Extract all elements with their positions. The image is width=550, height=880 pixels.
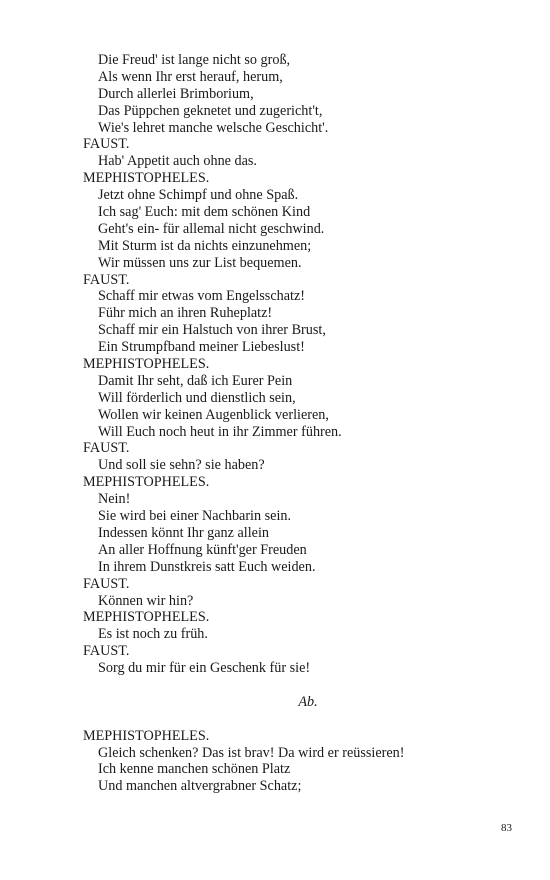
verse-line: Will Euch noch heut in ihr Zimmer führen.: [98, 423, 342, 440]
blank-line: [83, 711, 523, 728]
verse-line: Nein!: [98, 491, 131, 508]
speaker-name: FAUST.: [83, 136, 130, 153]
verse-line: Und soll sie sehn? sie haben?: [98, 457, 265, 474]
verse-line: An aller Hoffnung künft'ger Freuden: [98, 541, 307, 558]
verse-line: Indessen könnt Ihr ganz allein: [98, 524, 269, 541]
verse-line: Damit Ihr seht, daß ich Eurer Pein: [98, 372, 293, 389]
speaker-name: MEPHISTOPHELES.: [83, 727, 210, 744]
verse-line: Ein Strumpfband meiner Liebeslust!: [98, 339, 305, 356]
speaker-name: FAUST.: [83, 575, 130, 592]
verse-line: Können wir hin?: [98, 592, 194, 609]
verse-line: Sie wird bei einer Nachbarin sein.: [98, 508, 292, 525]
speaker-name: MEPHISTOPHELES.: [83, 170, 210, 187]
verse-line: Mit Sturm ist da nichts einzunehmen;: [98, 237, 312, 254]
verse-line: Führ mich an ihren Ruheplatz!: [98, 305, 273, 322]
speaker-name: MEPHISTOPHELES.: [83, 356, 210, 373]
blank-line: [83, 677, 523, 694]
verse-line: Wir müssen uns zur List bequemen.: [98, 254, 302, 271]
verse-line: Durch allerlei Brimborium,: [98, 85, 254, 102]
verse-line: Und manchen altvergrabner Schatz;: [98, 778, 302, 795]
verse-line: Hab' Appetit auch ohne das.: [98, 153, 257, 170]
verse-line: Das Püppchen geknetet und zugericht't,: [98, 102, 323, 119]
speaker-name: MEPHISTOPHELES.: [83, 609, 210, 626]
verse-line: In ihrem Dunstkreis satt Euch weiden.: [98, 558, 316, 575]
verse-line: Sorg du mir für ein Geschenk für sie!: [98, 660, 311, 677]
verse-line: Will förderlich und dienstlich sein,: [98, 389, 296, 406]
verse-line: Ich kenne manchen schönen Platz: [98, 761, 291, 778]
verse-line: Als wenn Ihr erst herauf, herum,: [98, 68, 283, 85]
verse-line: Gleich schenken? Das ist brav! Da wird er reüssieren!: [98, 744, 405, 761]
verse-line: Wollen wir keinen Augenblick verlieren,: [98, 406, 329, 423]
stage-direction: Ab.: [298, 693, 318, 710]
speaker-name: FAUST.: [83, 643, 130, 660]
verse-line: Die Freud' ist lange nicht so groß,: [98, 52, 291, 68]
verse-line: Schaff mir etwas vom Engelsschatz!: [98, 288, 305, 305]
verse-line: Es ist noch zu früh.: [98, 626, 208, 643]
verse-line: Wie's lehret manche welsche Geschicht'.: [98, 119, 329, 136]
verse-line: Schaff mir ein Halstuch von ihrer Brust,: [98, 322, 326, 339]
verse-line: Geht's ein- für allemal nicht geschwind.: [98, 220, 325, 237]
verse-line: Jetzt ohne Schimpf und ohne Spaß.: [98, 187, 299, 204]
speaker-name: MEPHISTOPHELES.: [83, 474, 210, 491]
verse-line: Ich sag' Euch: mit dem schönen Kind: [98, 204, 311, 221]
play-text: [83, 52, 523, 795]
speaker-name: FAUST.: [83, 440, 130, 457]
speaker-name: FAUST.: [83, 271, 130, 288]
page-number: 83: [501, 822, 512, 834]
